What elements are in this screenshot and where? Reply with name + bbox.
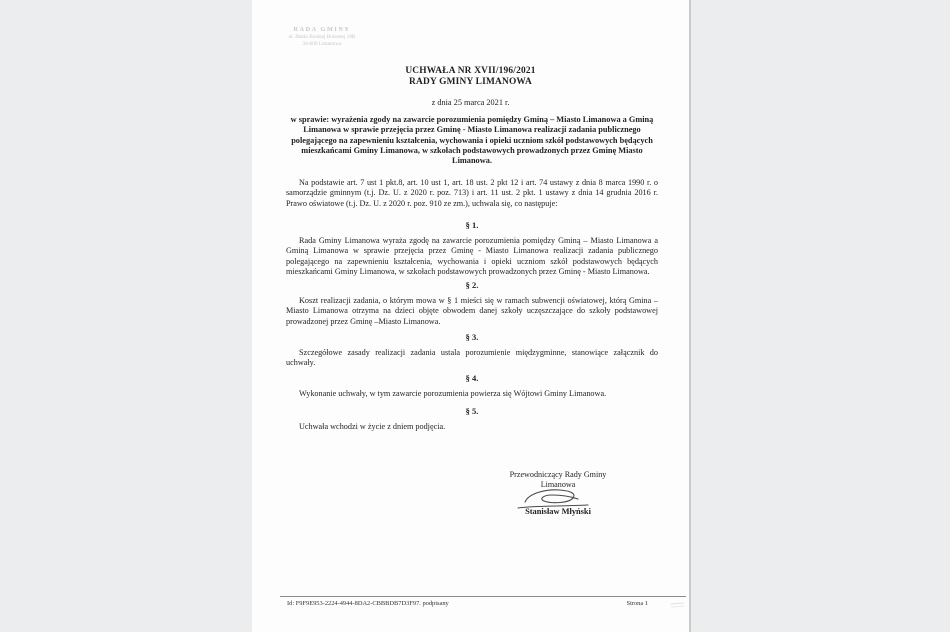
section-1-body: Rada Gminy Limanowa wyraża zgodę na zawarcie porozumienia pomiędzy Gminą – Miasto Limanowa a Gminą Limanowa w sprawie przejęcia przez Gminę - Miasto Limanowa realizacji zadania publicznego polegającego na zapewnieniu kształcenia, wychowania i opieki uczniom szkół podstawowych będących mieszkańcami Gminy Limanowa, w szkołach podstawowych prowadzonych przez Gminę - Miasto Limanowa. <box>286 236 658 277</box>
stamp-org-name: RADA GMINY <box>293 26 351 33</box>
scan-artifact-mark <box>671 603 684 608</box>
section-2-body: Koszt realizacji zadania, o którym mowa w § 1 mieści się w ramach subwencji oświatowej, którą Gmina – Miasto Limanowa otrzyma na dzieci objęte obwodem danej szkoły uczęszczające do szkoły podstawowej prowadzonej przez Gminę –Miasto Limanowa. <box>286 296 658 326</box>
stamp-address-line1: ul. Matki Boskiej Bolesnej 18B <box>288 33 356 40</box>
page-footer <box>287 600 648 607</box>
section-2 <box>286 280 658 327</box>
legal-basis-paragraph: Na podstawie art. 7 ust 1 pkt.8, art. 10 ust 1, art. 18 ust. 2 pkt 12 i art. 74 ustawy z dnia 8 marca 1990 r. o samorządzie gminnym (t.j. Dz. U. z 2020 r. poz. 713) i art. 11 ust. 2 pkt. 1 ustawy z dnia 14 grudnia 2016 r. Prawo oświatowe (t.j. Dz. U. z 2020 r. poz. 910 ze zm.), uchwala się, co następuje: <box>286 178 658 208</box>
document-title <box>252 66 689 88</box>
footer-divider <box>280 596 686 597</box>
section-3-heading: § 3. <box>465 332 479 342</box>
stamp-address-line2: 34-600 Limanowa <box>302 41 342 47</box>
signature-role-line2: Limanowa <box>540 480 576 489</box>
signature-name: Stanisław Młyński <box>525 507 591 516</box>
section-3 <box>286 332 658 369</box>
section-1-heading: § 1. <box>465 220 479 230</box>
document-page <box>252 0 691 632</box>
document-title-authority: RADY GMINY LIMANOWA <box>409 77 532 87</box>
section-4-heading: § 4. <box>465 373 479 383</box>
section-5-heading: § 5. <box>465 406 479 416</box>
signature-role-line1: Przewodniczący Rady Gminy <box>509 470 607 479</box>
footer-document-id: Id: F9F9E953-2224-4944-8DA2-CBBBDB7D3F97. podpisany <box>287 600 449 607</box>
section-1 <box>286 220 658 278</box>
footer-page-number: Strona 1 <box>626 600 648 607</box>
document-date: z dnia 25 marca 2021 r. <box>431 98 510 107</box>
document-title-number: UCHWAŁA NR XVII/196/2021 <box>405 66 536 76</box>
section-5 <box>286 406 658 432</box>
section-3-body: Szczegółowe zasady realizacji zadania ustala porozumienie międzygminne, stanowiące załącznik do uchwały. <box>286 348 658 368</box>
document-subject: w sprawie: wyrażenia zgody na zawarcie porozumienia pomiędzy Gminą – Miasto Limanowa a Gminą Limanowa w sprawie przejęcia przez Gminę - Miasto Limanowa realizacji zadania publicznego polegającego na zapewnieniu kształcenia, wychowania i opieki uczniom szkół podstawowych będących mieszkańcami Gminy Limanowa, w szkołach podstawowych prowadzonych przez Gminę Miasto Limanowa. <box>290 115 654 166</box>
sender-stamp <box>272 26 372 49</box>
section-4 <box>286 373 658 399</box>
section-5-body: Uchwała wchodzi w życie z dniem podjęcia. <box>299 422 446 431</box>
section-4-body: Wykonanie uchwały, w tym zawarcie porozumienia powierza się Wójtowi Gminy Limanowa. <box>299 389 607 398</box>
section-2-heading: § 2. <box>465 280 479 290</box>
